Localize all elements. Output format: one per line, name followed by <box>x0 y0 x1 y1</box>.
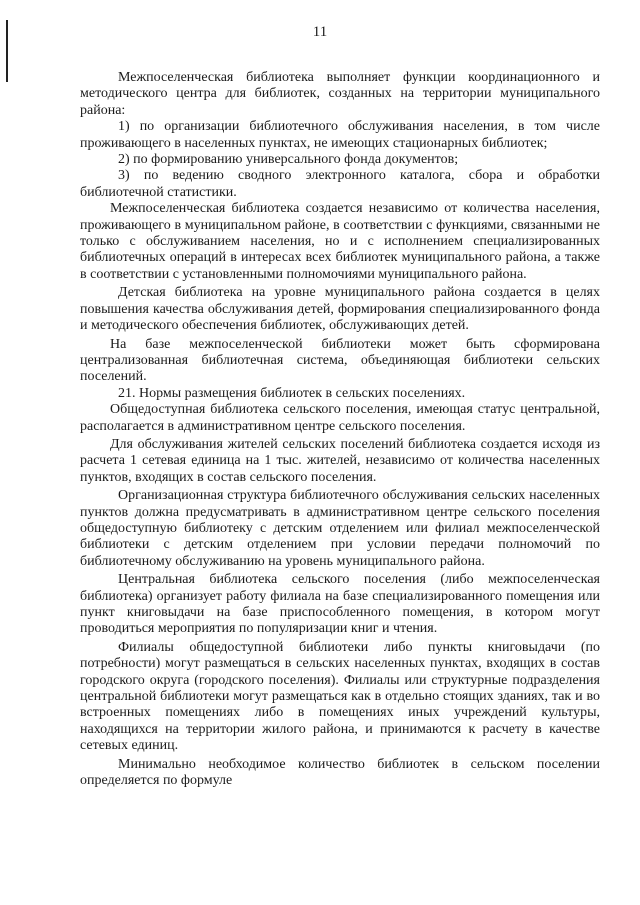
paragraph: 2) по формированию универсального фонда документов; <box>118 152 459 168</box>
paragraph: Центральная библиотека сельского поселения (либо межпоселенческая библиотека) организует работу филиала на базе специализированного помещения или пункт книговыдачи на базе приспособленного помещения, в котором могут проводиться мероприятия по популяризации книг и чтения. <box>80 572 600 637</box>
paragraph: Общедоступная библиотека сельского поселения, имеющая статус центральной, располагается в административном центре сельского поселения. <box>80 402 600 434</box>
document-body <box>80 70 600 789</box>
page-number: 11 <box>312 24 328 40</box>
paragraph: Минимально необходимое количество библиотек в сельском поселении определяется по формуле <box>80 756 600 789</box>
paragraph: Межпоселенческая библиотека создается независимо от количества населения, проживающего в муниципальном районе, в соответствии с функциями, связанными не только с обслуживанием населения, но и с исполнением специализированных библиотечных операций в интересах всех библиотек муниципального района, а также в соответствии с установленными полномочиями муниципального района. <box>80 201 600 282</box>
paragraph: 3) по ведению сводного электронного каталога, сбора и обработки библиотечной статистики. <box>80 168 600 200</box>
section-heading: 21. Нормы размещения библиотек в сельских поселениях. <box>118 385 466 401</box>
paragraph: Детская библиотека на уровне муниципального района создается в целях повышения качества обслуживания детей, формирования специализированного фонда и методического обеспечения библиотек, обслуживающих детей. <box>80 285 600 334</box>
paragraph: 1) по организации библиотечного обслуживания населения, в том числе проживающего в населенных пунктах, не имеющих стационарных библиотек; <box>80 119 600 151</box>
paragraph: Организационная структура библиотечного обслуживания сельских населенных пунктов должна предусматривать в административном центре сельского поселения общедоступную библиотеку с детским отделением или филиал межпоселенческой библиотеки с детским отделением при условии передачи полномочий по библиотечному обслуживанию на уровень муниципального района. <box>80 488 600 569</box>
paragraph: На базе межпоселенческой библиотеки может быть сформирована централизованная библиотечная система, объединяющая библиотеки сельских поселений. <box>80 336 600 385</box>
paragraph: Для обслуживания жителей сельских поселений библиотека создается исходя из расчета 1 сетевая единица на 1 тыс. жителей, независимо от количества населенных пунктов, входящих в состав сельского поселения. <box>80 436 600 485</box>
paragraph: Филиалы общедоступной библиотеки либо пункты книговыдачи (по потребности) могут размещаться в сельских населенных пунктах, входящих в состав городского округа (городского поселения). Филиалы или структурные подразделения центральной библиотеки могут размещаться как в отдельно стоящих зданиях, так и во встроенных помещениях либо в помещениях иных учреждений культуры, находящихся на территории жилого района, и принимаются к расчету в качестве сетевых единиц. <box>80 639 600 754</box>
paragraph: Межпоселенческая библиотека выполняет функции координационного и методического центра для библиотек, созданных на территории муниципального района: <box>80 70 600 118</box>
